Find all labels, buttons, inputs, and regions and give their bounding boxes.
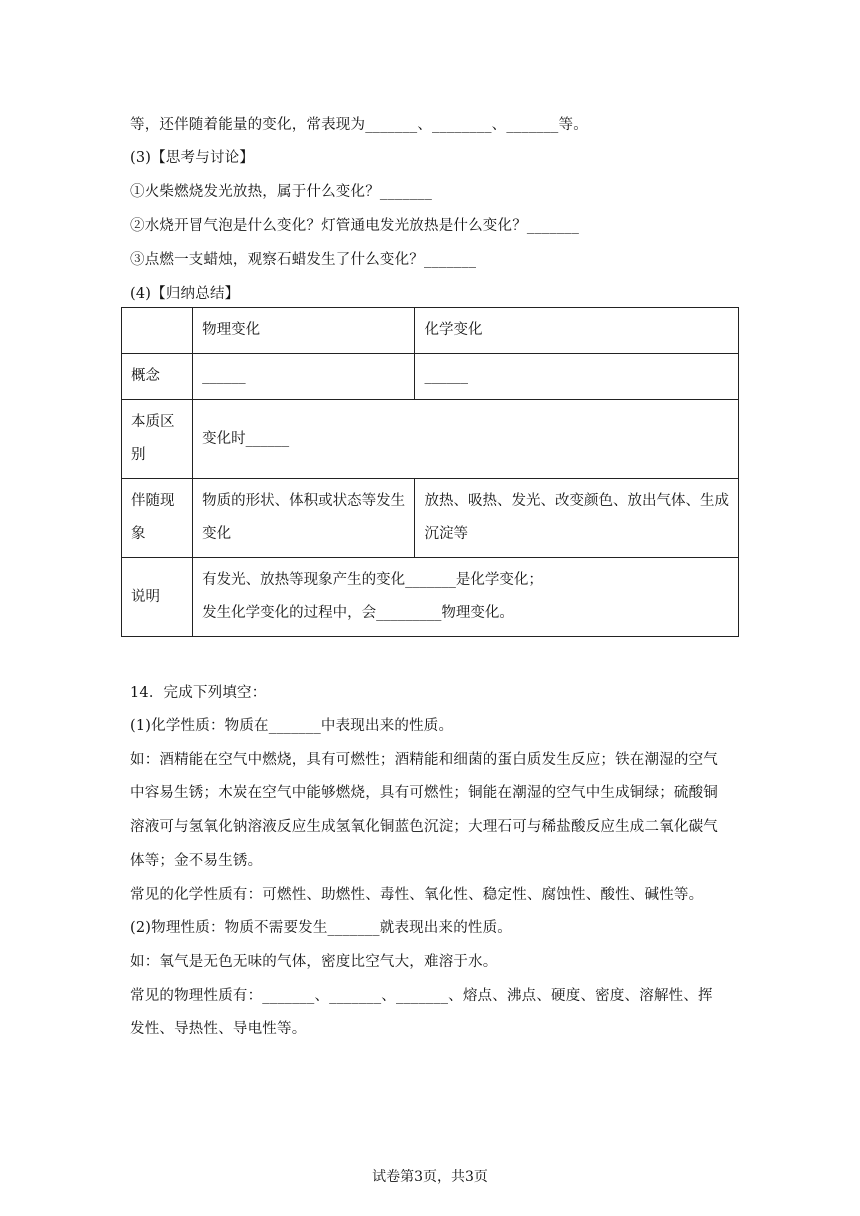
row-label-note: 说明 [122,558,193,637]
table-row-phenomena [122,479,739,558]
phenomena-chemical: 放热、吸热、发光、改变颜色、放出气体、生成沉淀等 [415,479,739,558]
table-row-concept [122,354,739,400]
question-candle: ③点燃一支蜡烛，观察石蜡发生了什么变化？_______ [130,252,477,268]
text-line-energy-change: 等，还伴随着能量的变化，常表现为_______、________、_______等。 [130,117,588,133]
section-think-discuss: (3)【思考与讨论】 [130,150,255,166]
row-label-phenomena: 伴随现象 [122,479,193,558]
note-line-1: 有发光、放热等现象产生的变化_______是化学变化； [202,572,543,588]
question-match-burning: ①火柴燃烧发光放热，属于什么变化？_______ [130,184,433,200]
q14-example-line-4: 体等；金不易生锈。 [130,853,263,869]
phenomena-physical: 物质的形状、体积或状态等发生变化 [193,479,415,558]
q14-chemical-property-def: (1)化学性质：物质在_______中表现出来的性质。 [130,718,454,734]
summary-table [121,307,739,637]
table-header-row [122,308,739,354]
page-footer: 试卷第3页，共3页 [372,1169,488,1185]
essence-value: 变化时______ [193,400,739,479]
question-14-title: 14．完成下列填空： [130,685,267,701]
row-label-concept: 概念 [122,354,193,400]
question-boiling-water: ②水烧开冒气泡是什么变化？灯管通电发光放热是什么变化？_______ [130,218,580,234]
table-header-physical: 物理变化 [193,308,415,354]
concept-physical-blank: ______ [193,354,415,400]
note-line-2: 发生化学变化的过程中，会_________物理变化。 [202,605,514,621]
q14-example-line-3: 溶液可与氢氧化钠溶液反应生成氢氧化铜蓝色沉淀；大理石可与稀盐酸反应生成二氧化碳气 [130,819,718,835]
q14-example-line-1: 如：酒精能在空气中燃烧，具有可燃性；酒精能和细菌的蛋白质发生反应；铁在潮湿的空气 [130,752,718,768]
row-label-essence: 本质区别 [122,400,193,479]
q14-oxygen-example: 如：氧气是无色无味的气体，密度比空气大，难溶于水。 [130,954,498,970]
table-header-empty [122,308,193,354]
concept-chemical-blank: ______ [415,354,739,400]
q14-example-line-2: 中容易生锈；木炭在空气中能够燃烧，具有可燃性；铜能在潮湿的空气中生成铜绿；硫酸铜 [130,785,718,801]
table-row-essence [122,400,739,479]
note-cell [193,558,739,637]
section-summary: (4)【归纳总结】 [130,286,240,302]
q14-physical-property-def: (2)物理性质：物质不需要发生_______就表现出来的性质。 [130,920,512,936]
table-header-chemical: 化学变化 [415,308,739,354]
q14-common-chemical-properties: 常见的化学性质有：可燃性、助燃性、毒性、氧化性、稳定性、腐蚀性、酸性、碱性等。 [130,887,704,903]
q14-common-physical-properties-2: 发性、导热性、导电性等。 [130,1021,307,1037]
q14-common-physical-properties-1: 常见的物理性质有：_______、_______、_______、熔点、沸点、硬度、密度、溶解性、挥 [130,988,713,1004]
table-row-note [122,558,739,637]
